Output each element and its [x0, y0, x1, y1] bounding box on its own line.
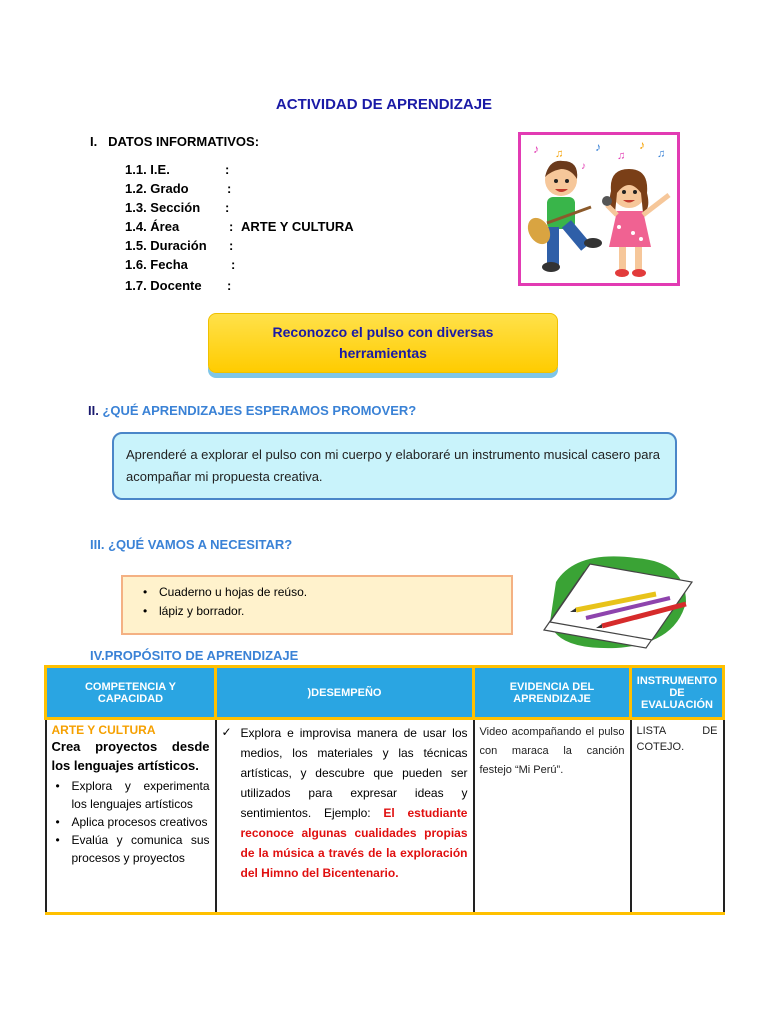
header-competencia: COMPETENCIA Y CAPACIDAD [46, 667, 216, 719]
header-desempeno: )DESEMPEÑO [216, 667, 474, 719]
section-4-heading [90, 648, 298, 663]
section-4-number: IV. [90, 648, 105, 663]
svg-text:♪: ♪ [581, 161, 586, 172]
section-4-title: PROPÓSITO DE APRENDIZAJE [104, 648, 299, 663]
kids-singing-icon [521, 135, 677, 283]
page-title: ACTIVIDAD DE APRENDIZAJE [275, 96, 493, 113]
section-1-title: DATOS INFORMATIVOS: [108, 134, 260, 149]
header-instrumento: INSTRUMENTO DE EVALUACIÓN [631, 667, 724, 719]
desempeno-example: El estudiante reconoce algunas cualidades propias de la música a través de la exploración del Himno del Bicentenario. [240, 806, 468, 880]
svg-text:♪: ♪ [533, 142, 539, 156]
list-item: • Cuaderno u hojas de reúso. [137, 583, 497, 602]
section-1-number: I. [90, 134, 98, 149]
list-item: • Evalúa y comunica sus procesos y proyectos [52, 831, 210, 867]
purpose-banner-text: Reconozco el pulso con diversas herramientas [272, 324, 494, 361]
purpose-banner [208, 313, 558, 373]
section-3-title: ¿QUÉ VAMOS A NECESITAR? [108, 537, 293, 552]
svg-text:♫: ♫ [617, 150, 626, 162]
section-3-heading [90, 537, 292, 552]
table-header-row [46, 667, 724, 719]
evidencia-cell: Video acompañando el pulso con maraca la canción festejo “Mi Perú”. [474, 719, 631, 914]
svg-text:♫: ♫ [657, 148, 666, 160]
paper-and-pencils-illustration [536, 552, 698, 654]
desempeno-cell [216, 719, 474, 914]
learning-purpose-table [44, 665, 725, 915]
learning-goal-box: Aprenderé a explorar el pulso con mi cuerpo y elaboraré un instrumento musical casero para acompañar mi propuesta creativa. [112, 432, 677, 500]
svg-text:♪: ♪ [595, 140, 601, 154]
competencia-main: Crea proyectos desde los lenguajes artísticos. [51, 739, 210, 773]
list-item: • Aplica procesos creativos [52, 813, 210, 831]
table-row [46, 719, 724, 914]
capacidades-list [52, 777, 210, 867]
section-2-title: ¿QUÉ APRENDIZAJES ESPERAMOS PROMOVER? [102, 403, 417, 418]
materials-box [121, 575, 513, 635]
svg-text:♪: ♪ [639, 138, 645, 152]
svg-text:♫: ♫ [555, 148, 564, 160]
section-2-heading [88, 403, 416, 418]
instrumento-cell: LISTA DE COTEJO. [631, 719, 724, 914]
desempeno-text: Explora e improvisa manera de usar los medios, los materiales y las técnicas artísticas, y descubre que pueden ser utilizados para expresar ideas y sentimientos. Ejemplo: [240, 726, 468, 820]
list-item: • lápiz y borrador. [137, 602, 497, 621]
checkmark-icon: ✓ [221, 725, 232, 739]
section-1-heading [90, 134, 259, 149]
list-item: • Explora y experimenta los lenguajes artísticos [52, 777, 210, 813]
header-evidencia: EVIDENCIA DEL APRENDIZAJE [474, 667, 631, 719]
materials-list [137, 583, 497, 621]
competencia-cell [46, 719, 216, 914]
section-3-number: III. [90, 537, 105, 552]
section-2-number: II. [88, 403, 99, 418]
competencia-area: ARTE Y CULTURA [51, 723, 156, 737]
kids-singing-illustration [518, 132, 680, 286]
